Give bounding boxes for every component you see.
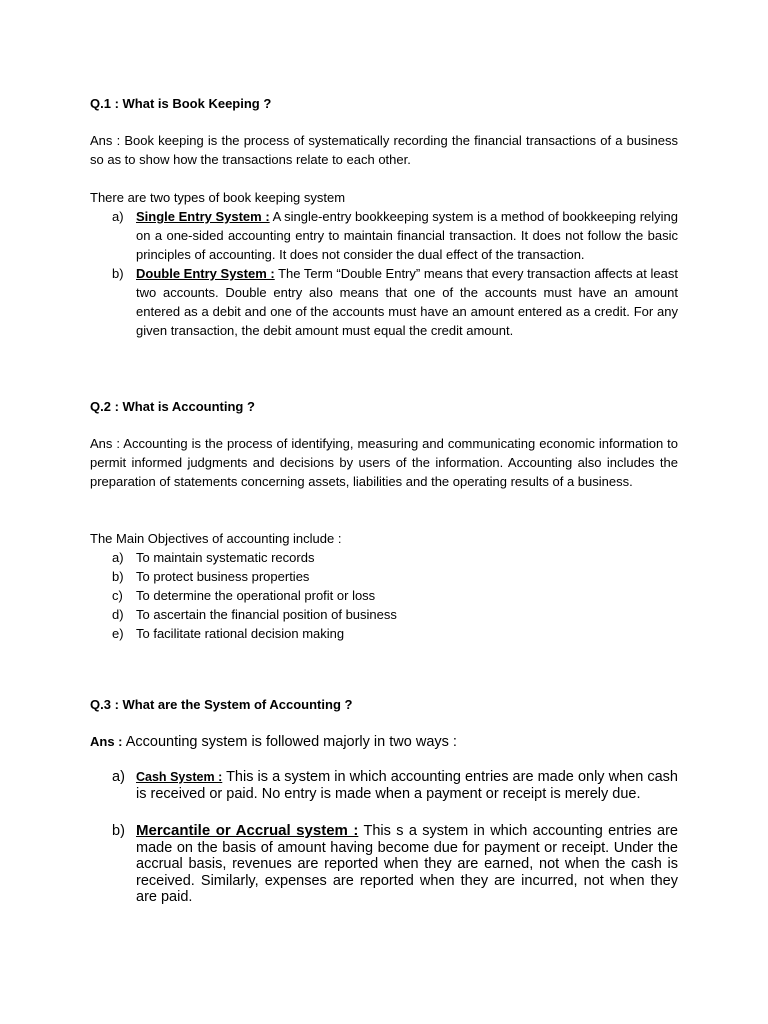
list-marker: c) — [112, 588, 123, 603]
list-item — [90, 769, 678, 802]
q3-answer-label: Ans : — [90, 734, 123, 749]
list-marker: a) — [112, 769, 125, 785]
q1-answer: Ans : Book keeping is the process of systematically recording the financial transactions of a business so as to show how the transactions relate to each other. — [90, 133, 678, 167]
q1-heading: Q.1 : What is Book Keeping ? — [90, 96, 272, 111]
list-item — [90, 605, 678, 624]
list-marker: b) — [112, 569, 124, 584]
q2-objectives-intro: The Main Objectives of accounting include : — [90, 531, 342, 546]
list-item — [90, 264, 678, 340]
accrual-system-text: This s a system in which accounting entries are made on the basis of amount having become due for payment or receipt. Under the accrual basis, revenues are reported when they are earned, not when the cash is received. Similarly, expenses are reported when they are incurred, not when they are paid. — [136, 823, 678, 905]
objective-text: To facilitate rational decision making — [136, 626, 345, 641]
q2-heading: Q.2 : What is Accounting ? — [90, 399, 255, 414]
q2-objectives-list — [90, 548, 678, 643]
q3-heading: Q.3 : What are the System of Accounting ? — [90, 697, 353, 712]
double-entry-text: The Term “Double Entry” means that every transaction affects at least two accounts. Double entry also means that one of the accounts must have an amount entered as a debit and one of the accounts must have an amount entered as a credit. For any given transaction, the debit amount must equal the credit amount. — [136, 266, 678, 338]
objective-text: To determine the operational profit or loss — [136, 588, 376, 603]
objective-text: To ascertain the financial position of business — [136, 607, 397, 622]
list-item — [90, 548, 678, 567]
list-item — [90, 823, 678, 906]
q2-answer: Ans : Accounting is the process of identifying, measuring and communicating economic information to permit informed judgments and decisions by users of the information. Accounting also includes the preparation of statements concerning assets, liabilities and the operating results of a business. — [90, 436, 678, 489]
objective-text: To protect business properties — [136, 569, 310, 584]
list-item — [90, 586, 678, 605]
accrual-system-title: Mercantile or Accrual system : — [136, 822, 359, 839]
list-item — [90, 567, 678, 586]
list-marker: d) — [112, 607, 124, 622]
q3-answer — [90, 733, 678, 751]
cash-system-title: Cash System : — [136, 770, 223, 784]
q1-types-list — [90, 207, 678, 340]
list-marker: b) — [112, 266, 124, 281]
list-marker: a) — [112, 209, 124, 224]
single-entry-text: A single-entry bookkeeping system is a method of bookkeeping relying on a one-sided accounting entry to maintain financial transaction. It does not follow the basic principles of accounting. It does not consider the dual effect of the transaction. — [136, 209, 679, 262]
q1-types-intro: There are two types of book keeping system — [90, 190, 346, 205]
cash-system-text: This is a system in which accounting entries are made only when cash is received or paid. No entry is made when a payment or receipt is merely due. — [136, 769, 678, 802]
q3-systems-list-b — [90, 823, 678, 906]
list-marker: b) — [112, 823, 125, 839]
q3-systems-list — [90, 769, 678, 802]
objective-text: To maintain systematic records — [136, 550, 315, 565]
list-marker: a) — [112, 550, 124, 565]
list-item — [90, 207, 678, 264]
list-item — [90, 624, 678, 643]
list-marker: e) — [112, 626, 124, 641]
single-entry-title: Single Entry System : — [136, 209, 270, 224]
double-entry-title: Double Entry System : — [136, 266, 275, 281]
q3-answer-text: Accounting system is followed majorly in two ways : — [122, 734, 457, 750]
